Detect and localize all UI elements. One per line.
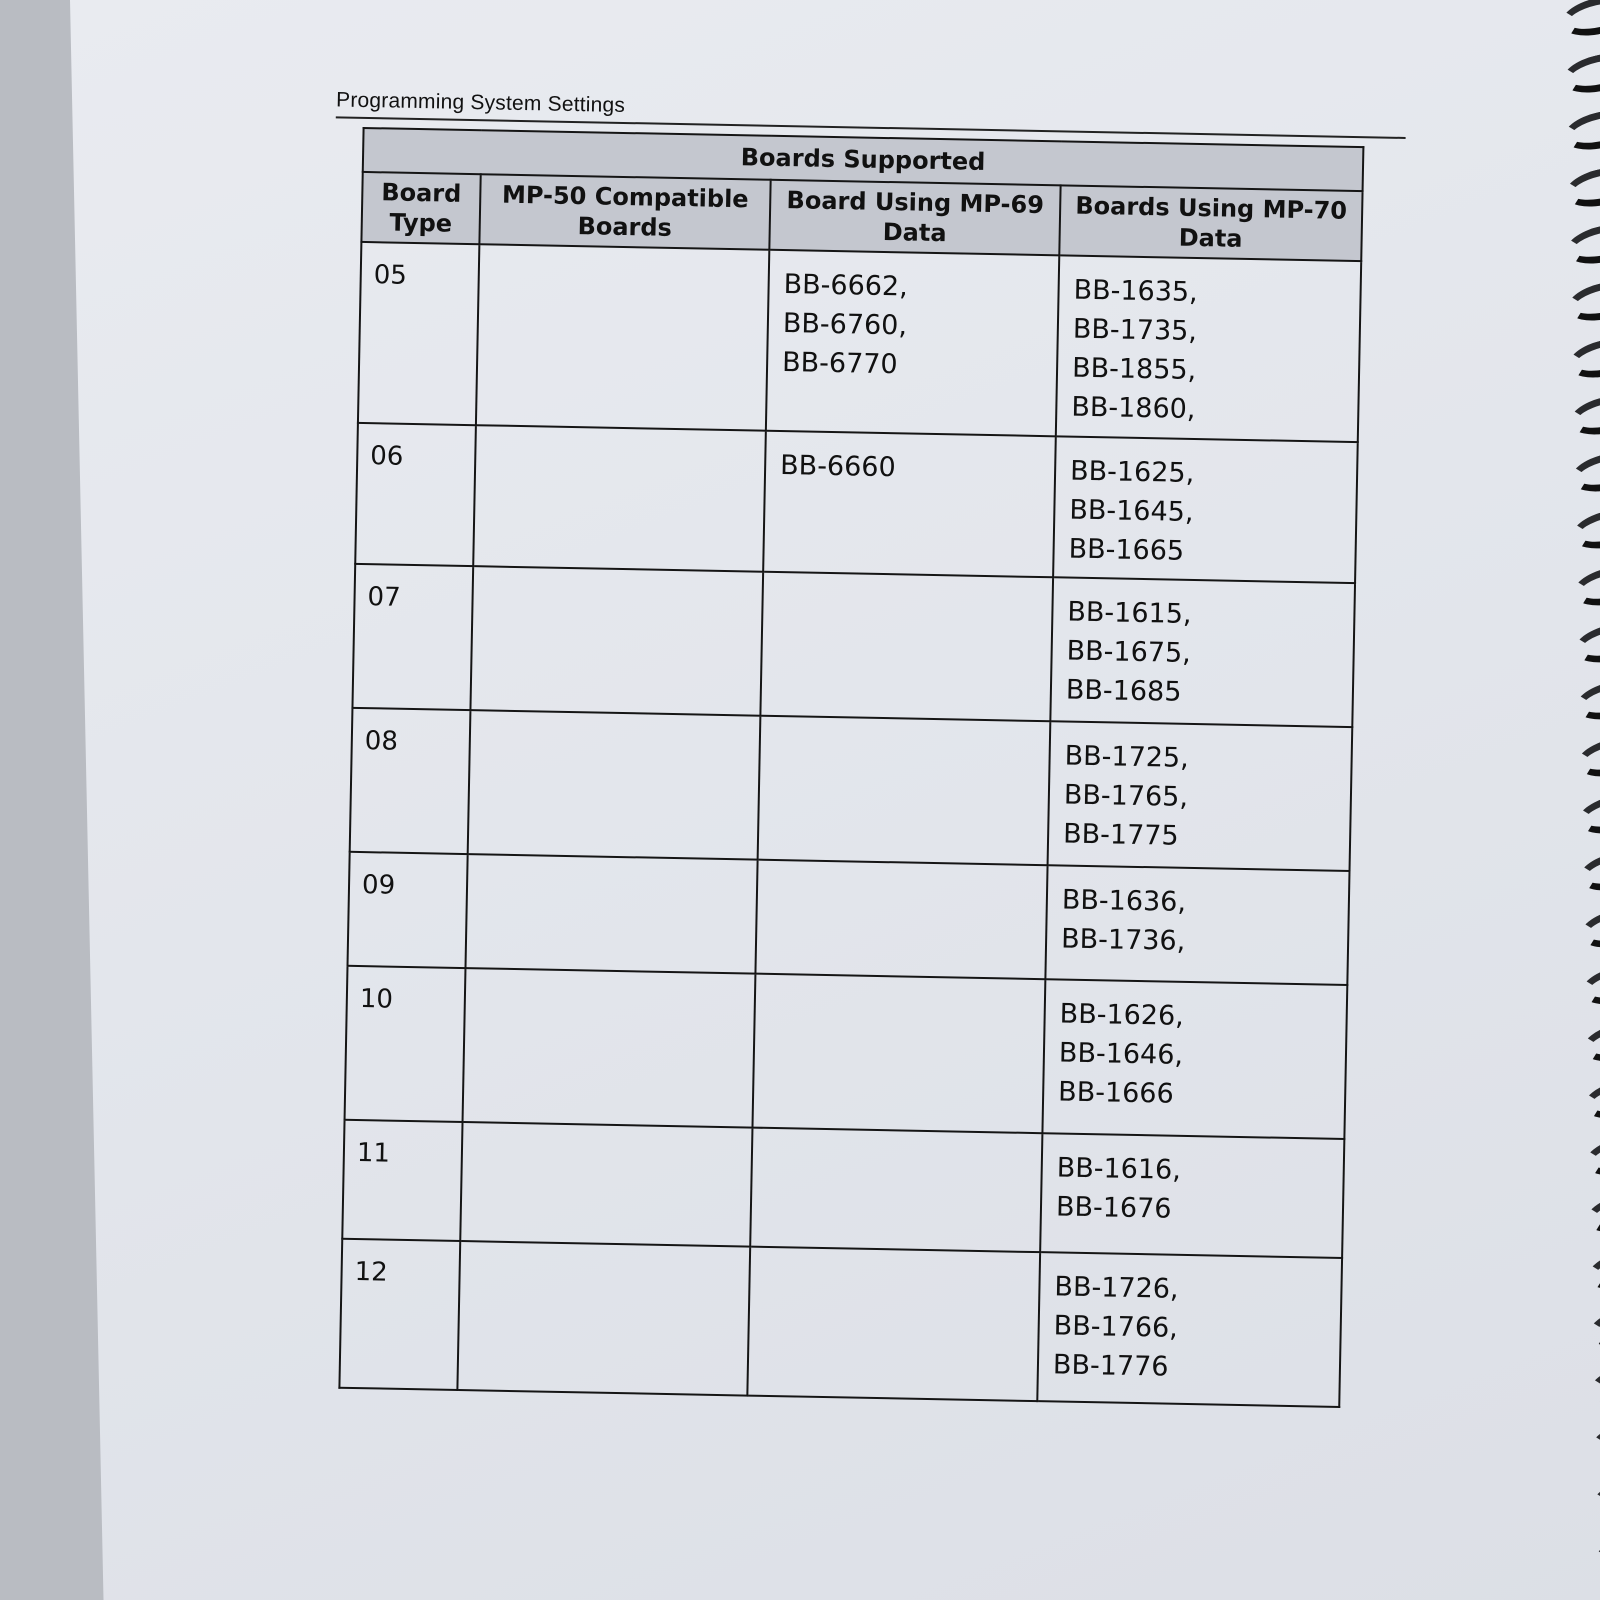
board-id: BB-1616, bbox=[1056, 1152, 1182, 1186]
board-type-cell: 12 bbox=[339, 1239, 460, 1390]
board-type-cell: 09 bbox=[348, 852, 468, 968]
mp50-cell bbox=[470, 566, 763, 716]
table-super-header: Boards Supported bbox=[363, 128, 1364, 191]
document-content bbox=[311, 74, 1406, 1408]
spiral-coil bbox=[1584, 1244, 1600, 1296]
board-id: BB-1860, bbox=[1071, 392, 1196, 426]
spiral-binding bbox=[1560, 0, 1600, 1578]
board-id: BB-1725, bbox=[1064, 740, 1190, 774]
table-row bbox=[355, 422, 1358, 583]
mp69-cell bbox=[750, 1128, 1042, 1253]
board-id: BB-1626, bbox=[1059, 998, 1185, 1032]
column-header-mp50: MP-50 Compatible Boards bbox=[479, 174, 770, 250]
spiral-coil bbox=[1589, 1471, 1600, 1523]
spiral-coil bbox=[1571, 617, 1600, 669]
spiral-coil bbox=[1587, 1414, 1600, 1466]
mp70-cell bbox=[1037, 1252, 1342, 1407]
spiral-coil bbox=[1570, 560, 1600, 612]
table-row bbox=[342, 1120, 1344, 1258]
mp69-cell bbox=[758, 716, 1051, 866]
column-header-mp69: Board Using MP-69 Data bbox=[769, 180, 1060, 256]
spiral-coil bbox=[1586, 1357, 1600, 1409]
spiral-coil bbox=[1590, 1528, 1600, 1580]
board-type-cell: 10 bbox=[345, 966, 466, 1122]
spiral-coil bbox=[1579, 1016, 1600, 1068]
board-id: BB-1645, bbox=[1069, 494, 1194, 528]
mp69-cell bbox=[766, 250, 1059, 436]
spiral-coil bbox=[1585, 1301, 1600, 1353]
spiral-coil bbox=[1561, 161, 1600, 213]
board-id: BB-1676 bbox=[1055, 1191, 1172, 1225]
spiral-coil bbox=[1572, 674, 1600, 726]
mp69-cell bbox=[763, 430, 1056, 577]
mp50-cell bbox=[468, 710, 761, 860]
mp69-cell bbox=[755, 860, 1047, 980]
mp70-cell bbox=[1056, 255, 1361, 441]
table-row bbox=[339, 1239, 1342, 1407]
spiral-coil bbox=[1565, 332, 1600, 384]
mp70-cell bbox=[1050, 577, 1355, 727]
spiral-coil bbox=[1559, 47, 1600, 99]
spiral-coil bbox=[1568, 503, 1600, 555]
board-id: BB-6660 bbox=[779, 449, 896, 483]
board-id: BB-1666 bbox=[1057, 1076, 1175, 1110]
table-row bbox=[352, 564, 1355, 727]
board-id: BB-1665 bbox=[1068, 533, 1185, 567]
mp69-cell bbox=[752, 974, 1045, 1134]
board-id: BB-1685 bbox=[1065, 674, 1182, 709]
spiral-coil bbox=[1578, 959, 1600, 1011]
board-type-cell: 07 bbox=[352, 564, 473, 710]
mp70-cell bbox=[1045, 865, 1349, 985]
boards-supported-table bbox=[338, 127, 1364, 1408]
mp50-cell bbox=[473, 425, 766, 572]
board-type-cell: 11 bbox=[342, 1120, 462, 1241]
mp70-cell bbox=[1053, 436, 1358, 583]
board-id: BB-1775 bbox=[1062, 818, 1179, 853]
column-header-board-type: Board Type bbox=[361, 172, 480, 244]
mp70-cell bbox=[1042, 979, 1347, 1139]
board-id: BB-1646, bbox=[1058, 1037, 1184, 1071]
spiral-coil bbox=[1564, 275, 1600, 327]
mp50-cell bbox=[476, 244, 769, 430]
board-id: BB-1765, bbox=[1063, 779, 1189, 814]
spiral-coil bbox=[1575, 845, 1600, 897]
table-row bbox=[350, 708, 1353, 871]
spiral-coil bbox=[1574, 788, 1600, 840]
board-id: BB-1675, bbox=[1066, 635, 1192, 670]
mp69-cell bbox=[747, 1247, 1040, 1402]
board-id: BB-1635, bbox=[1073, 274, 1198, 309]
table-body bbox=[339, 242, 1361, 1407]
mp70-cell bbox=[1048, 721, 1353, 871]
mp50-cell bbox=[460, 1122, 752, 1247]
board-id: BB-6760, bbox=[782, 308, 908, 342]
mp50-cell bbox=[465, 854, 757, 974]
board-id: BB-1736, bbox=[1060, 923, 1186, 958]
header-title: Programming System Settings bbox=[335, 88, 626, 117]
spiral-coil bbox=[1573, 731, 1600, 783]
spiral-coil bbox=[1566, 389, 1600, 441]
mp70-cell bbox=[1040, 1133, 1344, 1258]
manual-page bbox=[70, 0, 1600, 1600]
board-id: BB-1855, bbox=[1071, 352, 1197, 387]
board-id: BB-1726, bbox=[1054, 1271, 1179, 1305]
mp50-cell bbox=[457, 1241, 750, 1396]
spiral-coil bbox=[1577, 902, 1600, 954]
board-id: BB-1735, bbox=[1072, 313, 1198, 348]
board-type-cell: 05 bbox=[358, 242, 479, 425]
board-id: BB-1776 bbox=[1052, 1349, 1169, 1383]
table-row bbox=[358, 242, 1361, 442]
spiral-coil bbox=[1562, 218, 1600, 270]
spiral-coil bbox=[1567, 446, 1600, 498]
board-type-cell: 06 bbox=[355, 422, 476, 566]
spiral-coil bbox=[1558, 0, 1600, 42]
board-id: BB-6662, bbox=[783, 269, 909, 303]
spiral-coil bbox=[1583, 1187, 1600, 1239]
spiral-coil bbox=[1581, 1130, 1600, 1182]
table-row bbox=[345, 966, 1348, 1139]
board-id: BB-1615, bbox=[1067, 596, 1192, 630]
spiral-coil bbox=[1580, 1073, 1600, 1125]
board-id: BB-6770 bbox=[781, 347, 898, 381]
board-id: BB-1766, bbox=[1053, 1310, 1179, 1344]
board-id: BB-1636, bbox=[1061, 884, 1187, 918]
spiral-coil bbox=[1560, 104, 1600, 156]
column-header-mp70: Boards Using MP-70 Data bbox=[1059, 185, 1362, 261]
board-type-cell: 08 bbox=[350, 708, 471, 854]
board-id: BB-1625, bbox=[1069, 455, 1195, 489]
mp50-cell bbox=[463, 968, 756, 1128]
table-row bbox=[348, 852, 1350, 985]
mp69-cell bbox=[760, 572, 1053, 722]
